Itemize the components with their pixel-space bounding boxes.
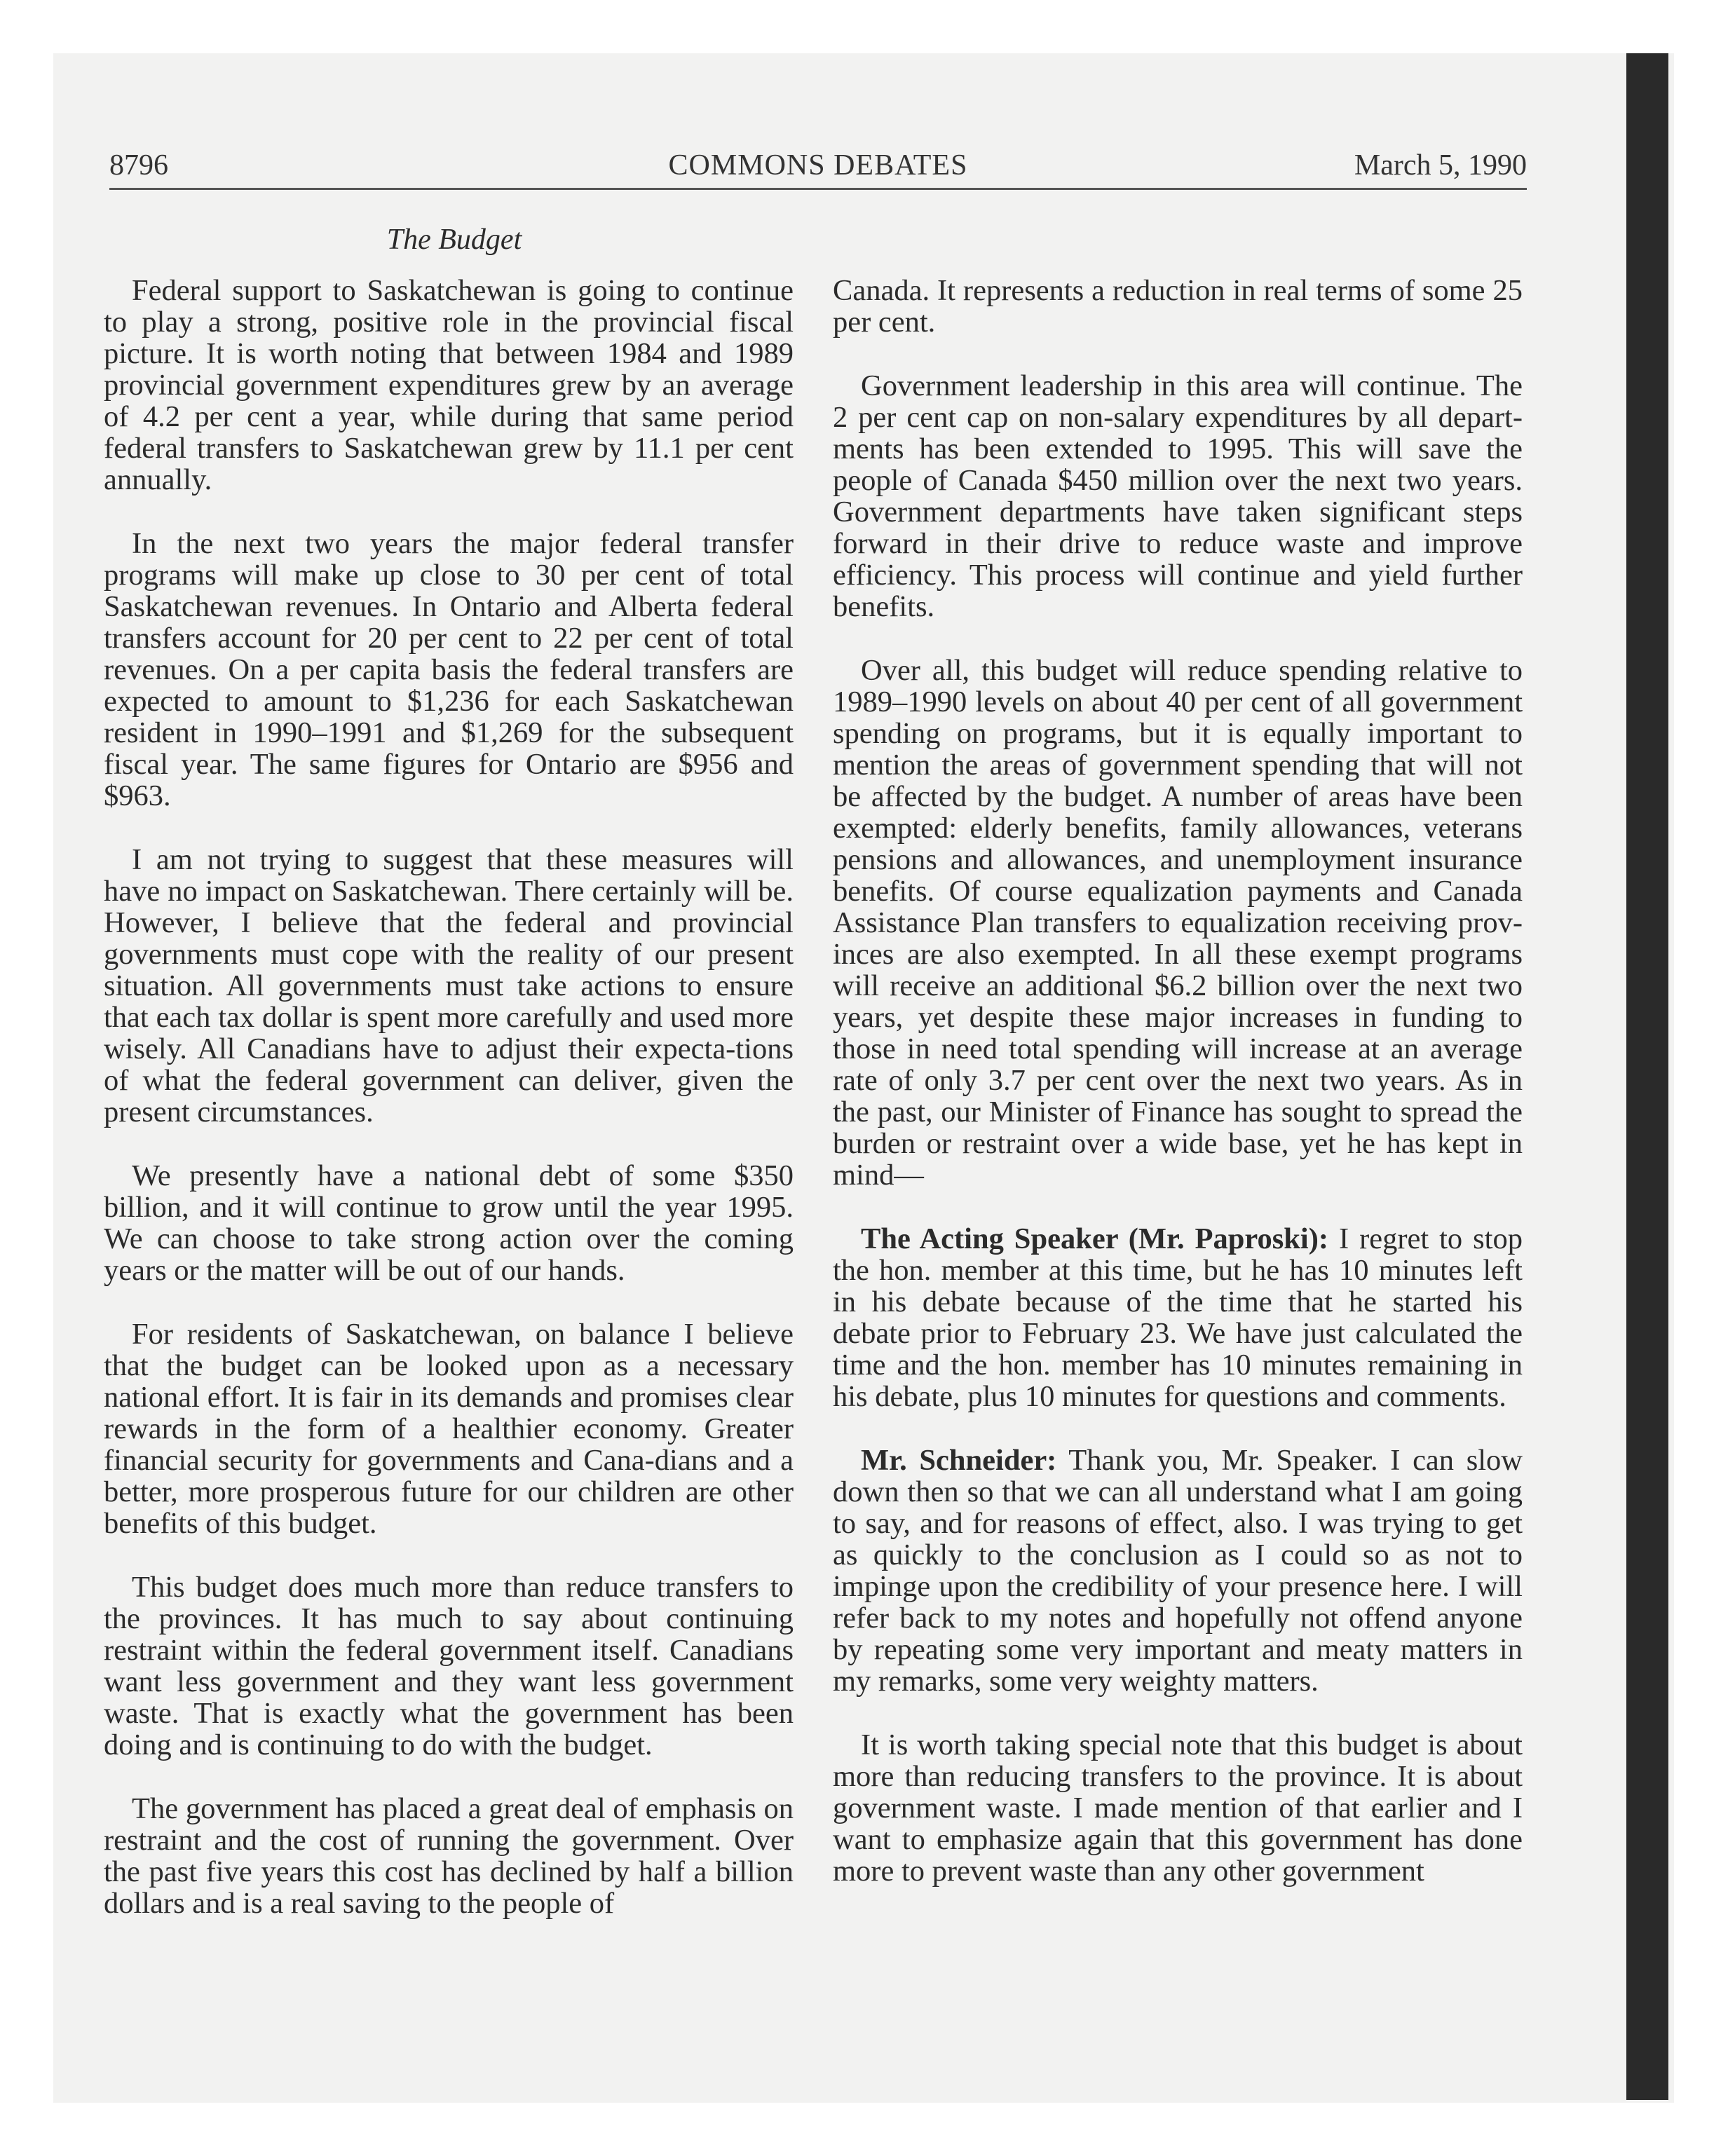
publication-title: COMMONS DEBATES bbox=[668, 149, 968, 182]
paragraph: This budget does much more than reduce transfers to the provinces. It has much to say about continuing restraint within the federal government itself. Canadians want less government and they want less government waste. That is exactly what the government has been doing and is continuing to do with the budget. bbox=[104, 1571, 794, 1761]
paragraph: In the next two years the major federal transfer programs will make up close to 30 per cent of total Saskatchewan revenues. In Ontario and Alberta federal transfers account for 20 per cent to 22 per cent of total revenues. On a per capita basis the federal transfers are expected to amount to $1,236 for each Saskatchewan resident in 1990–1991 and $1,269 for the subsequent fiscal year. The same figures for Ontario are $956 and $963. bbox=[104, 527, 794, 812]
section-title: The Budget bbox=[386, 224, 522, 256]
paragraph: Federal support to Saskatchewan is going to continue to play a strong, positive role in the provincial fiscal picture. It is worth noting that between 1984 and 1989 provincial government expenditures grew by an average of 4.2 per cent a year, while during that same period federal transfers to Saskatchewan grew by 11.1 per cent annually. bbox=[104, 274, 794, 496]
continued-paragraph: Canada. It represents a reduction in real terms of some 25 per cent. bbox=[833, 274, 1523, 339]
paragraph: It is worth taking special note that this budget is about more than reducing transfers to the province. It is about government waste. I made mention of that earlier and I want to emphasize again that this government has done more to prevent waste than any other government bbox=[833, 1728, 1523, 1888]
speech-text: Thank you, Mr. Speaker. I can slow down then so that we can all understand what I am going to say, and for reasons of effect, also. I was trying to get as quickly to the conclusion as I could so as not to impinge upon the credibility of your presence here. I will refer back to my notes and hopefully not offend anyone by repeating some very important and meaty matters in my remarks, some very weighty matters. bbox=[833, 1444, 1523, 1698]
page-number: 8796 bbox=[109, 149, 168, 182]
paragraph: Over all, this budget will reduce spending relative to 1989–1990 levels on about 40 per cent of all government spending on programs, but it is equally important to mention the areas of government spending that will not be affected by the budget. A number of areas have been exempted: elderly benefits, family allowances, veterans pensions and allowances, and unemployment insurance benefits. Of course equalization payments and Canada Assistance Plan transfers to equalization receiving prov-inces are also exempted. In all these exempt programs will receive an additional $6.2 billion over the next two years, yet despite these major increases in funding to those in need total spending will increase at an average rate of only 3.7 per cent over the next two years. As in the past, our Minister of Finance has sought to spread the burden or restraint over a wide base, yet he has kept in mind— bbox=[833, 654, 1523, 1192]
paragraph: For residents of Saskatchewan, on balance I believe that the budget can be looked upon as a necessary national effort. It is fair in its demands and promises clear rewards in the form of a healthier economy. Greater financial security for governments and Cana-dians and a better, more prosperous future for our children are other benefits of this budget. bbox=[104, 1318, 794, 1540]
speaker-name: The Acting Speaker (Mr. Paproski): bbox=[861, 1222, 1329, 1255]
header-rule bbox=[109, 188, 1527, 190]
speech-text: I regret to stop the hon. member at this time, but he has 10 minutes left in his debate because of the time that he started his debate prior to February 23. We have just calculated the time and the hon. member has 10 minutes remaining in his debate, plus 10 minutes for questions and comments. bbox=[833, 1222, 1523, 1413]
paragraph: The government has placed a great deal of emphasis on restraint and the cost of running the government. Over the past five years this cost has declined by half a billion dollars and is a real saving to the people of bbox=[104, 1792, 794, 1920]
right-column bbox=[833, 275, 1523, 1919]
speaker-paragraph bbox=[833, 1223, 1523, 1412]
paragraph: Government leadership in this area will continue. The 2 per cent cap on non-salary expenditures by all depart-ments has been extended to 1995. This will save the people of Canada $450 million over the next two years. Government departments have taken significant steps forward in their drive to reduce waste and improve efficiency. This process will continue and yield further benefits. bbox=[833, 369, 1523, 623]
scan-edge-bar bbox=[1626, 53, 1668, 2100]
speaker-name: Mr. Schneider: bbox=[861, 1444, 1057, 1477]
paragraph: I am not trying to suggest that these measures will have no impact on Saskatchewan. There certainly will be. However, I believe that the federal and provincial governments must cope with the reality of our present situation. All governments must take actions to ensure that each tax dollar is spent more carefully and used more wisely. All Canadians have to adjust their expecta-tions of what the federal government can deliver, given the present circumstances. bbox=[104, 843, 794, 1128]
paragraph: We presently have a national debt of some $350 billion, and it will continue to grow until the year 1995. We can choose to take strong action over the coming years or the matter will be out of our hands. bbox=[104, 1159, 794, 1287]
page-header bbox=[109, 144, 1527, 186]
speaker-paragraph bbox=[833, 1445, 1523, 1697]
publication-date: March 5, 1990 bbox=[1354, 149, 1527, 182]
left-column bbox=[104, 275, 794, 1951]
